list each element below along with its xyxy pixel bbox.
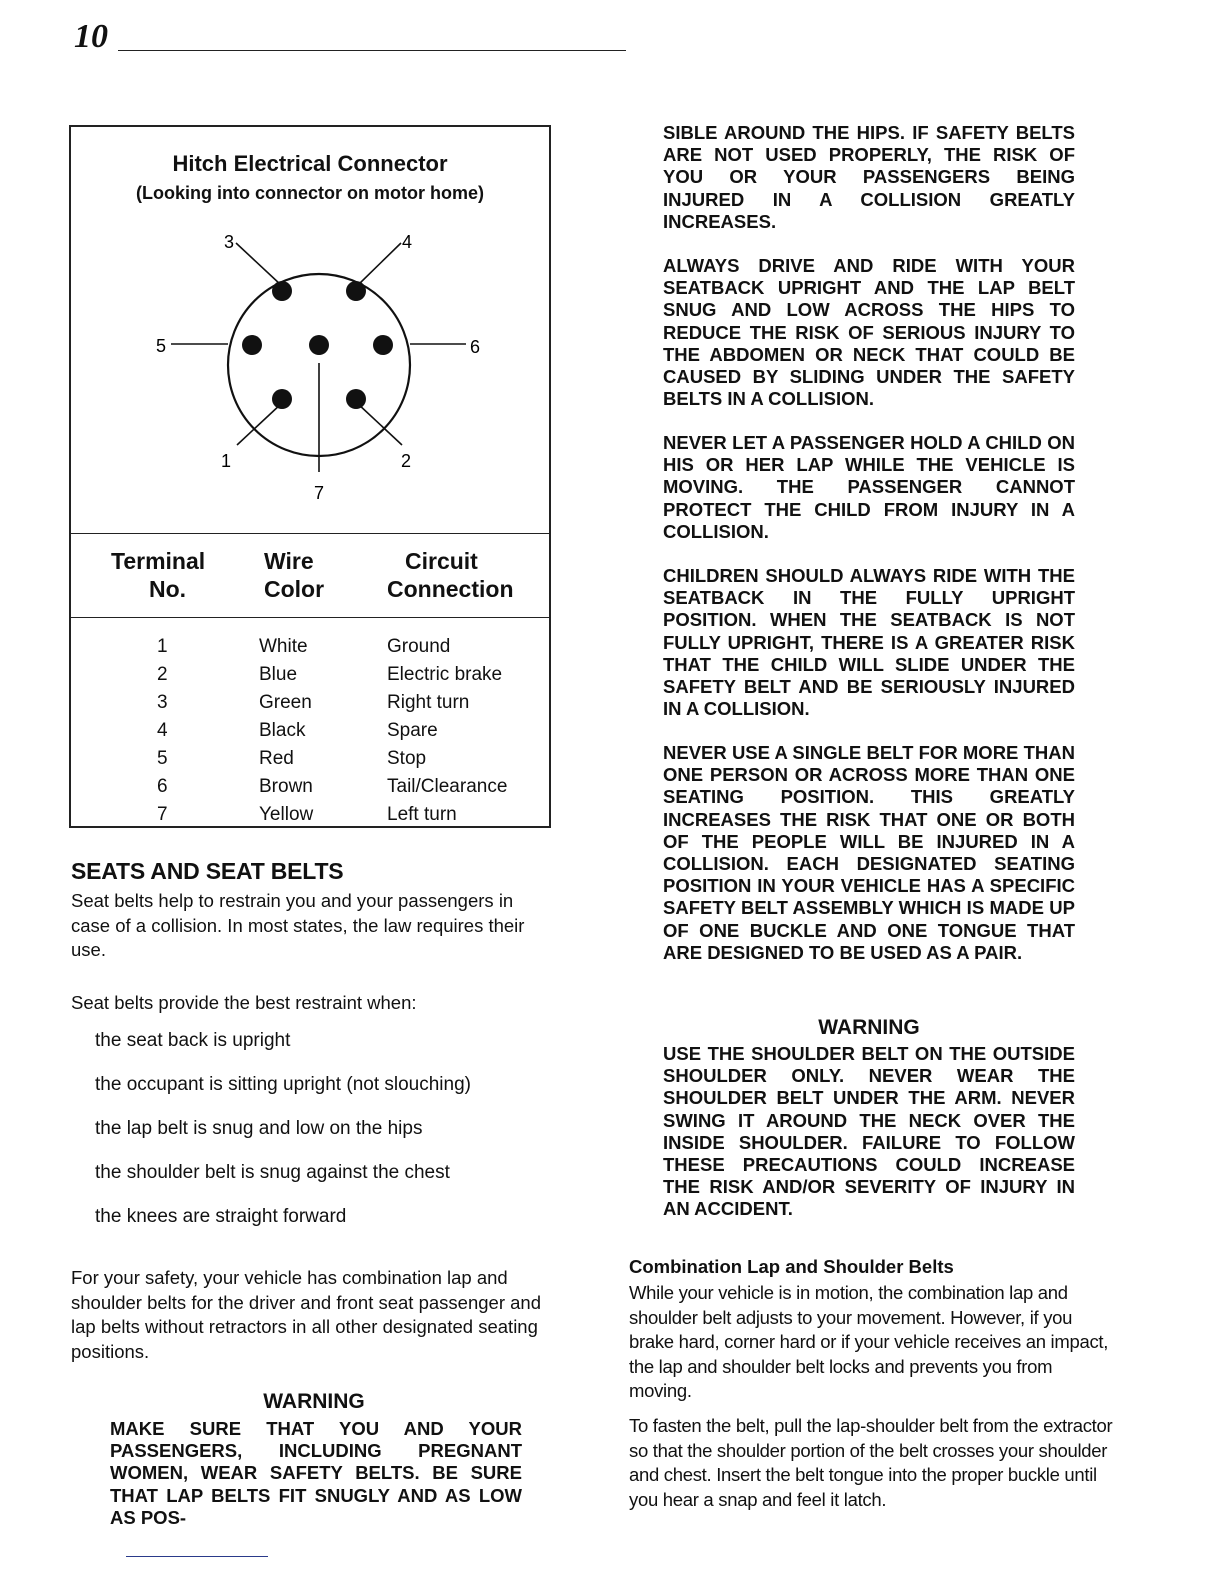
terminal-number: 2 bbox=[157, 664, 168, 685]
column-header-terminal: Terminal No. bbox=[111, 548, 206, 602]
circuit-connection: Electric brake bbox=[387, 664, 503, 685]
terminal-number: 6 bbox=[157, 776, 168, 797]
footer-rule bbox=[126, 1556, 268, 1557]
wire-color: Black bbox=[259, 720, 306, 741]
combination-belts-heading: Combination Lap and Shoulder Belts bbox=[629, 1256, 954, 1277]
combination-belts-paragraph-1: While your vehicle is in motion, the combination lap and shoulder belt adjusts to your movement. However, if you brake hard, corner hard or if your vehicle receives an impact, the lap and shoulder belt locks and prevents you from moving. bbox=[629, 1282, 1109, 1401]
list-item: the lap belt is snug and low on the hips bbox=[95, 1118, 423, 1139]
wire-color: White bbox=[259, 636, 308, 657]
combination-belts-paragraph-2: To fasten the belt, pull the lap-shoulder belt from the extractor so that the shoulder portion of the belt crosses your shoulder and chest. Insert the belt tongue into the proper buckle until you hear a snap and feel it latch. bbox=[629, 1415, 1113, 1510]
right-paragraph-5: NEVER USE A SINGLE BELT FOR MORE THAN ONE PERSON OR ACROSS MORE THAN ONE SEATING POSITION. THIS GREATLY INCREASES THE RISK THAT ONE OR BOTH OF THE PEOPLE WILL BE INJURED IN A COLLISION. EACH DESIGNATED SEATING POSITION IN YOUR VEHICLE HAS A SPECIFIC SAFETY BELT ASSEMBLY WHICH IS MADE UP OF ONE BUCKLE AND ONE TONGUE THAT ARE DESIGNED TO BE USED AS A PAIR. bbox=[663, 742, 1075, 963]
pin-label-4: 4 bbox=[402, 232, 413, 252]
safety-paragraph: For your safety, your vehicle has combination lap and shoulder belts for the driver and front seat passenger and lap belts without retractors in all other designated seating positions. bbox=[71, 1267, 541, 1362]
pin-label-2: 2 bbox=[401, 451, 412, 471]
terminal-number: 1 bbox=[157, 636, 168, 657]
pin-label-5: 5 bbox=[156, 336, 167, 356]
circuit-connection: Tail/Clearance bbox=[387, 776, 508, 797]
pin-label-6: 6 bbox=[470, 337, 481, 357]
wire-color: Blue bbox=[259, 664, 298, 685]
terminal-number: 4 bbox=[157, 720, 168, 741]
hitch-connector-box bbox=[69, 125, 551, 828]
pin-4 bbox=[346, 281, 366, 301]
wire-color: Green bbox=[259, 692, 312, 713]
connector-pin-diagram bbox=[71, 127, 551, 527]
header-rule bbox=[118, 50, 626, 51]
circuit-connection: Right turn bbox=[387, 692, 470, 713]
seats-lead-paragraph: Seat belts provide the best restraint when: bbox=[71, 992, 417, 1013]
warning-text-left: MAKE SURE THAT YOU AND YOUR PASSENGERS, INCLUDING PREGNANT WOMEN, WEAR SAFETY BELTS. BE SURE THAT LAP BELTS FIT SNUGLY AND AS LOW AS POS- bbox=[110, 1418, 522, 1528]
terminal-number: 7 bbox=[157, 804, 168, 825]
wire-color: Red bbox=[259, 748, 294, 769]
leader-line-2 bbox=[357, 403, 402, 445]
pin-2 bbox=[346, 389, 366, 409]
right-paragraph-3: NEVER LET A PASSENGER HOLD A CHILD ON HIS OR HER LAP WHILE THE VEHICLE IS MOVING. THE PASSENGER CANNOT PROTECT THE CHILD FROM INJURY IN A COLLISION. bbox=[663, 432, 1075, 542]
circuit-connection: Ground bbox=[387, 636, 451, 657]
list-item: the shoulder belt is snug against the chest bbox=[95, 1162, 450, 1183]
seats-intro-paragraph: Seat belts help to restrain you and your passengers in case of a collision. In most states, the law requires their use. bbox=[71, 890, 525, 960]
pin-5 bbox=[242, 335, 262, 355]
leader-line-4 bbox=[358, 243, 401, 285]
pin-label-3: 3 bbox=[224, 232, 235, 252]
terminal-number: 3 bbox=[157, 692, 168, 713]
list-item: the knees are straight forward bbox=[95, 1206, 347, 1227]
connector-title: Hitch Electrical Connector bbox=[172, 151, 448, 176]
section-title-seats: SEATS AND SEAT BELTS bbox=[71, 858, 344, 884]
circuit-connection: Spare bbox=[387, 720, 438, 741]
pin-1 bbox=[272, 389, 292, 409]
terminal-number: 5 bbox=[157, 748, 168, 769]
circuit-connection: Stop bbox=[387, 748, 427, 769]
connector-subtitle: (Looking into connector on motor home) bbox=[136, 183, 484, 203]
warning-text-right: USE THE SHOULDER BELT ON THE OUTSIDE SHOULDER ONLY. NEVER WEAR THE SHOULDER BELT UNDER THE ARM. NEVER SWING IT AROUND THE NECK OVER THE INSIDE SHOULDER. FAILURE TO FOLLOW THESE PRECAUTIONS COULD INCREASE THE RISK AND/OR SEVERITY OF INJURY IN AN ACCIDENT. bbox=[663, 1043, 1075, 1220]
wire-color: Yellow bbox=[259, 804, 314, 825]
list-item: the occupant is sitting upright (not slouching) bbox=[95, 1074, 471, 1095]
circuit-connection: Left turn bbox=[387, 804, 457, 825]
pin-label-7: 7 bbox=[314, 483, 325, 503]
right-paragraph-1: SIBLE AROUND THE HIPS. IF SAFETY BELTS ARE NOT USED PROPERLY, THE RISK OF YOU OR YOUR PASSENGERS BEING INJURED IN A COLLISION GREATLY INCREASES. bbox=[663, 122, 1075, 232]
warning-title-right: WARNING bbox=[818, 1016, 920, 1039]
diagram-table-divider bbox=[71, 533, 549, 534]
pin-3 bbox=[272, 281, 292, 301]
pin-7 bbox=[309, 335, 329, 355]
column-header-wire-color: Wire Color bbox=[264, 548, 325, 602]
leader-line-1 bbox=[237, 403, 282, 445]
pin-label-1: 1 bbox=[221, 451, 232, 471]
leader-line-3 bbox=[236, 243, 281, 285]
right-paragraph-4: CHILDREN SHOULD ALWAYS RIDE WITH THE SEATBACK IN THE FULLY UPRIGHT POSITION. WHEN THE SEATBACK IS NOT FULLY UPRIGHT, THERE IS A GREATER RISK THAT THE CHILD WILL SLIDE UNDER THE SAFETY BELT AND BE SERIOUSLY INJURED IN A COLLISION. bbox=[663, 565, 1075, 720]
column-header-circuit: Circuit Connection bbox=[387, 548, 514, 602]
page-number: 10 bbox=[74, 18, 108, 55]
wire-color: Brown bbox=[259, 776, 313, 797]
right-paragraph-2: ALWAYS DRIVE AND RIDE WITH YOUR SEATBACK UPRIGHT AND THE LAP BELT SNUG AND LOW ACROSS THE HIPS TO REDUCE THE RISK OF SERIOUS INJURY TO THE ABDOMEN OR NECK THAT COULD BE CAUSED BY SLIDING UNDER THE SAFETY BELTS IN A COLLISION. bbox=[663, 255, 1075, 410]
pin-6 bbox=[373, 335, 393, 355]
header-rule-table bbox=[71, 617, 549, 618]
warning-title-left: WARNING bbox=[263, 1390, 365, 1413]
list-item: the seat back is upright bbox=[95, 1030, 291, 1051]
